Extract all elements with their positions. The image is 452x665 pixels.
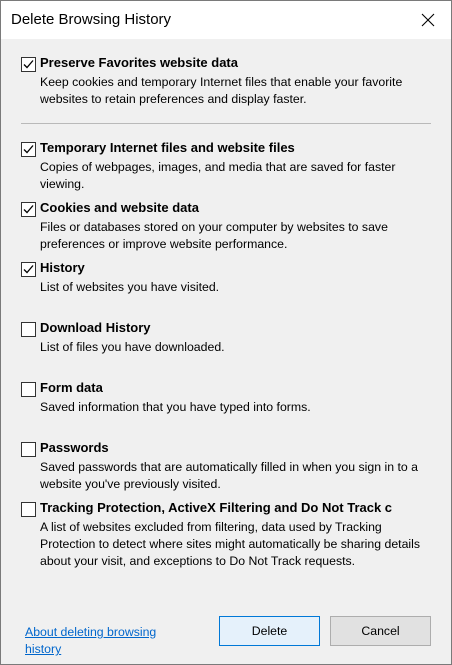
option-description: Saved passwords that are automatically filled in when you sign in to a website you've previously visited. <box>40 460 418 491</box>
delete-button[interactable]: Delete <box>219 616 320 646</box>
option-label[interactable]: Tracking Protection, ActiveX Filtering and Do Not Track c <box>40 500 393 515</box>
cookies-checkbox[interactable] <box>21 202 36 217</box>
option-description: Saved information that you have typed into forms. <box>40 400 311 414</box>
title-bar <box>1 1 451 39</box>
dialog-title: Delete Browsing History <box>11 11 172 28</box>
preserve-favorites-checkbox[interactable] <box>21 57 36 72</box>
temporary-internet-files-checkbox[interactable] <box>21 142 36 157</box>
option-description: Copies of webpages, images, and media that are saved for faster viewing. <box>40 160 396 191</box>
option-description: List of files you have downloaded. <box>40 340 225 354</box>
option-label[interactable]: Download History <box>40 320 151 335</box>
checkmark-icon <box>23 59 34 70</box>
option-label[interactable]: Form data <box>40 380 103 395</box>
close-icon <box>421 13 435 27</box>
option-label[interactable]: History <box>40 260 85 275</box>
history-checkbox[interactable] <box>21 262 36 277</box>
cancel-button[interactable]: Cancel <box>330 616 431 646</box>
checkmark-icon <box>23 144 34 155</box>
close-button[interactable] <box>405 1 451 39</box>
option-label[interactable]: Temporary Internet files and website files <box>40 140 295 155</box>
option-description: Files or databases stored on your computer by websites to save preferences or improve website performance. <box>40 220 388 251</box>
checkmark-icon <box>23 204 34 215</box>
option-label[interactable]: Cookies and website data <box>40 200 199 215</box>
about-deleting-history-link[interactable]: About deleting browsing history <box>25 625 157 656</box>
passwords-checkbox[interactable] <box>21 442 36 457</box>
download-history-checkbox[interactable] <box>21 322 36 337</box>
form-data-checkbox[interactable] <box>21 382 36 397</box>
tracking-protection-checkbox[interactable] <box>21 502 36 517</box>
checkmark-icon <box>23 264 34 275</box>
option-description: List of websites you have visited. <box>40 280 220 294</box>
option-description: Keep cookies and temporary Internet files that enable your favorite websites to retain preferences and display faster. <box>40 75 403 106</box>
option-label[interactable]: Preserve Favorites website data <box>40 55 238 70</box>
divider <box>21 123 431 124</box>
option-description: A list of websites excluded from filtering, data used by Tracking Protection to detect where sites might automatically be sharing details about your visit, and exceptions to Do Not Track requests. <box>40 520 421 568</box>
option-label[interactable]: Passwords <box>40 440 109 455</box>
